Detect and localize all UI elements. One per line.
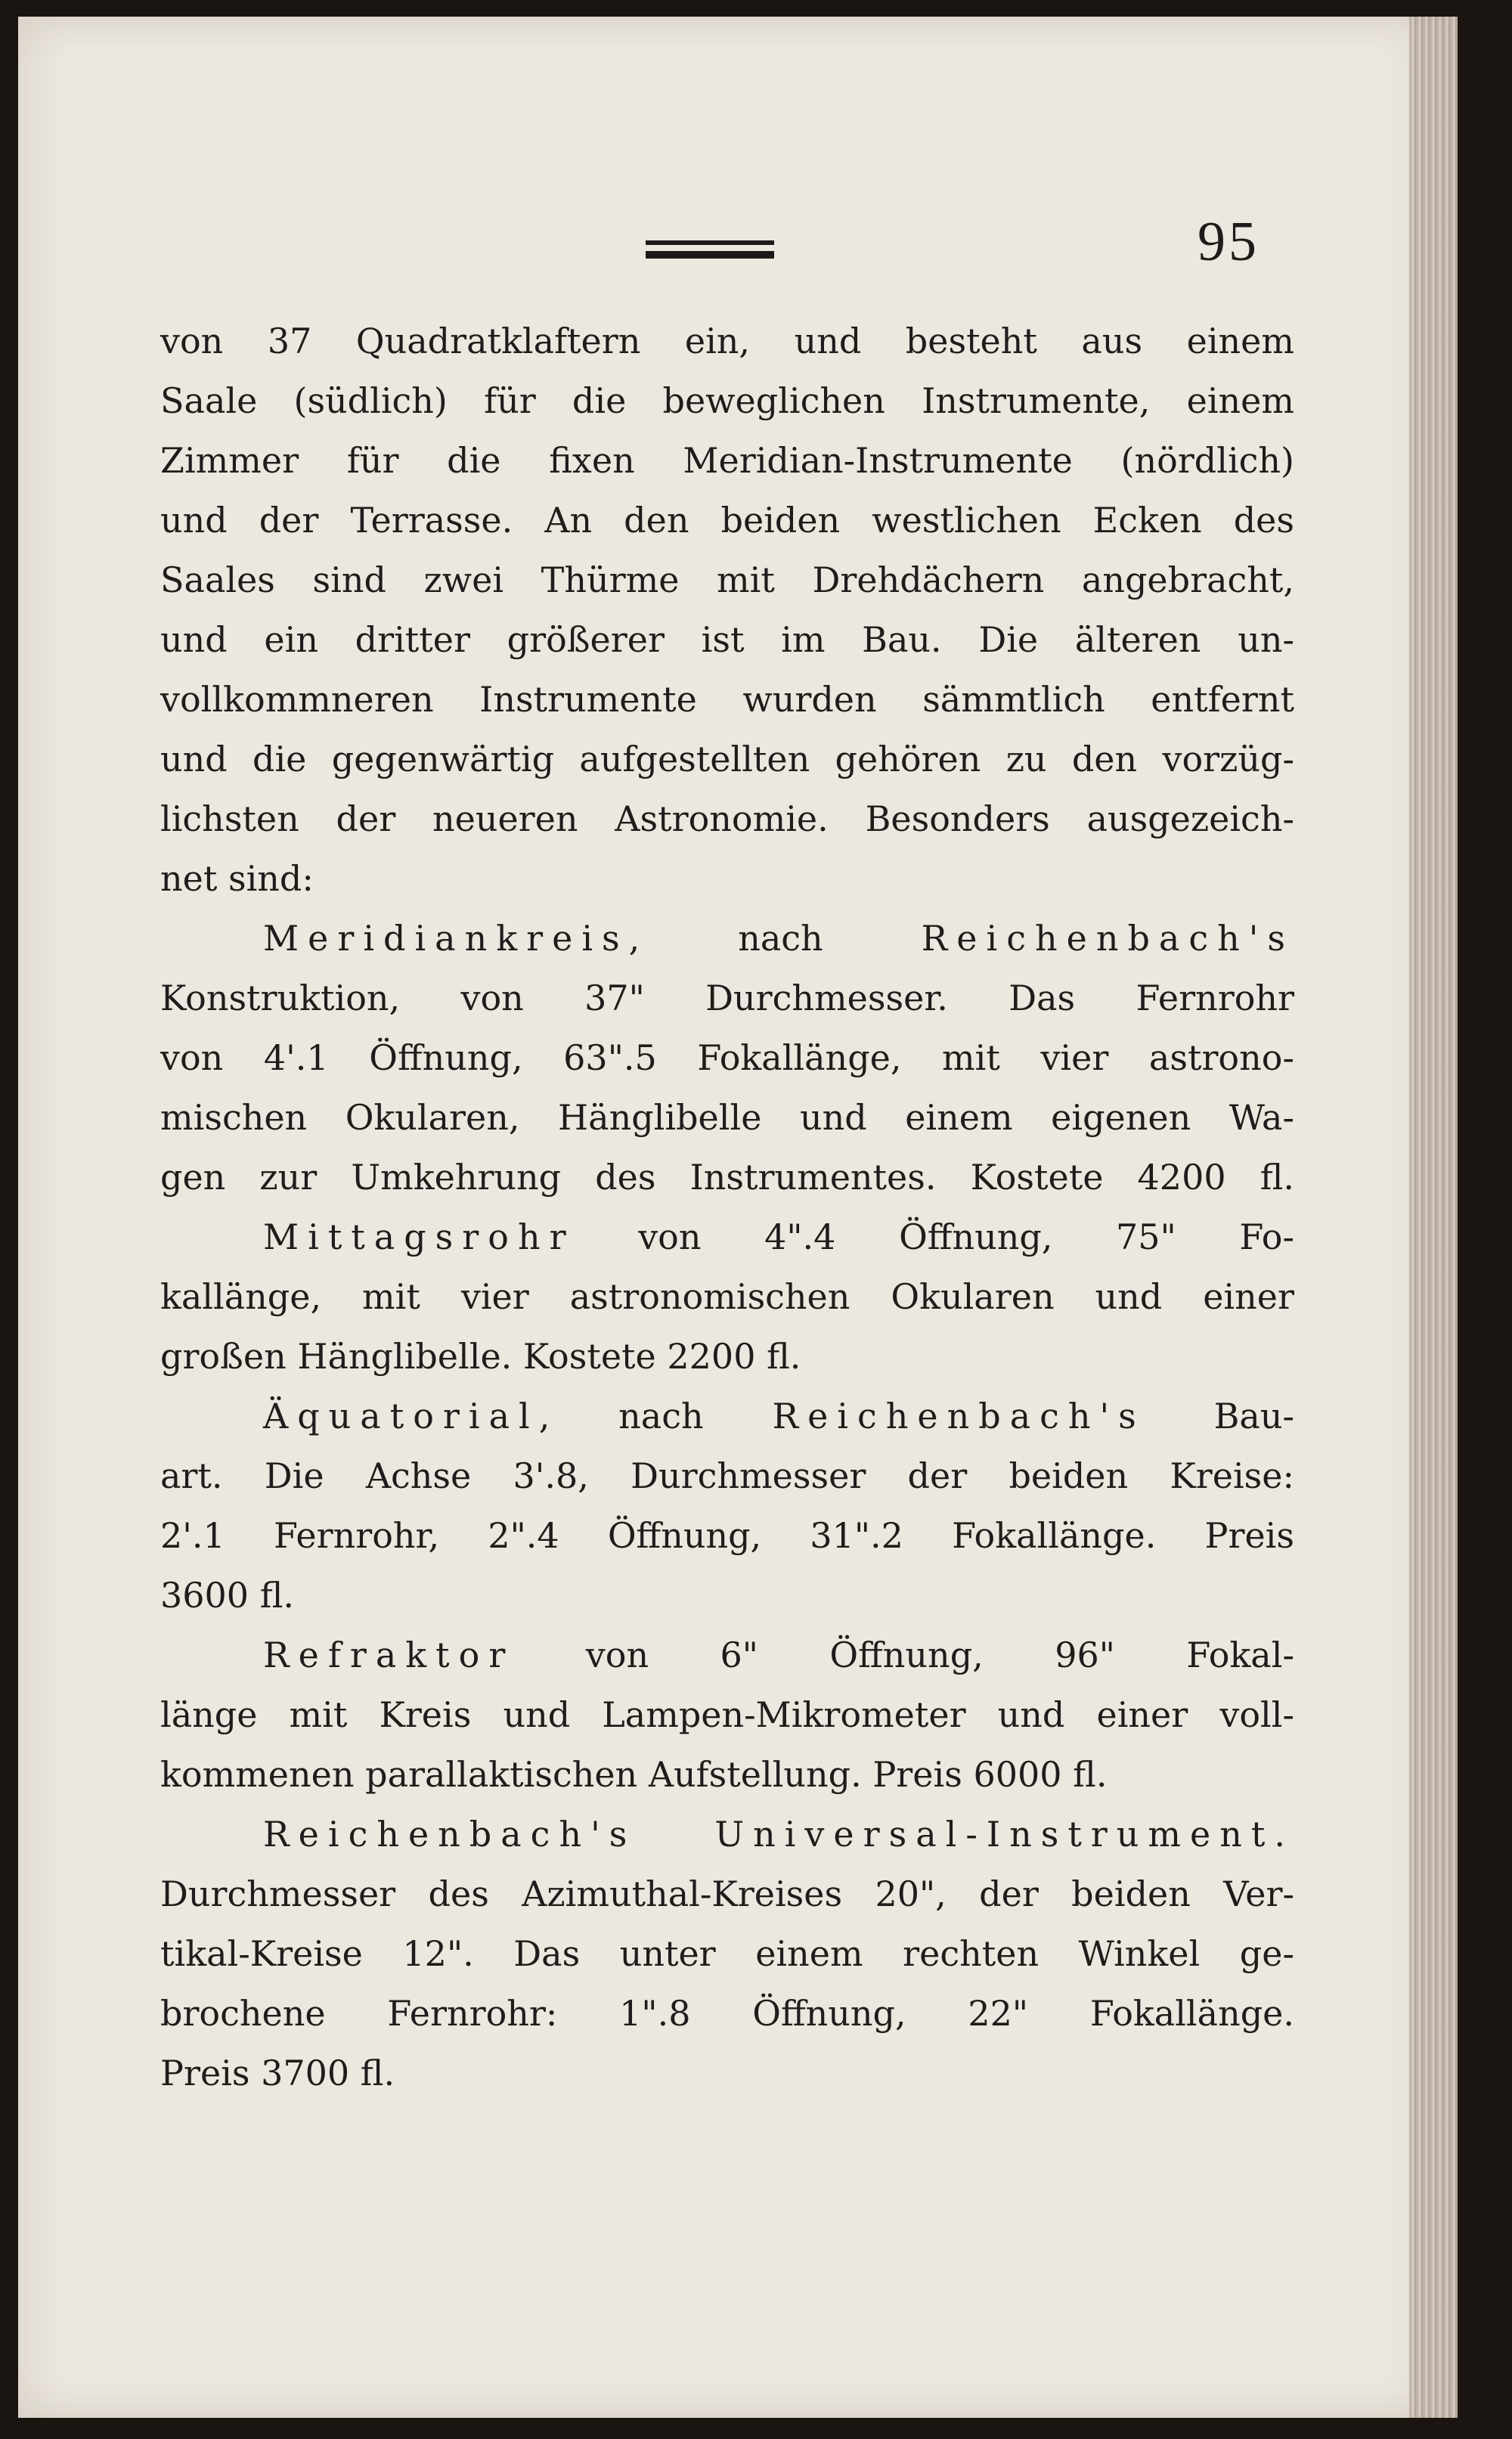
text-line: großen Hänglibelle. Kostete 2200 fl.	[160, 1336, 801, 1377]
text-line: Konstruktion, von 37" Durchmesser. Das Fernrohr	[160, 978, 1294, 1018]
page-edge-stack	[1409, 17, 1458, 2418]
instrument-name: Refraktor	[263, 1635, 515, 1675]
text-line: länge mit Kreis und Lampen-Mikrometer und einer voll-	[160, 1694, 1294, 1735]
maker-name: Reichenbach's	[772, 1396, 1145, 1436]
text-line: von 4'.1 Öffnung, 63".5 Fokallänge, mit vier astrono-	[160, 1037, 1294, 1078]
text-line: von 37 Quadratklaftern ein, und besteht aus einem	[160, 321, 1294, 361]
text-line: kommenen parallaktischen Aufstellung. Preis 6000 fl.	[160, 1754, 1108, 1795]
text-line: kallänge, mit vier astronomischen Okularen und einer	[160, 1276, 1294, 1317]
maker-name: Reichenbach's	[263, 1814, 637, 1855]
entry-text: Bau-	[1145, 1396, 1294, 1436]
entry-text: , nach	[628, 918, 922, 959]
text-line: Preis 3700 fl.	[160, 2053, 395, 2093]
text-line: lichsten der neueren Astronomie. Besonders ausgezeich-	[160, 798, 1294, 839]
text-line: Saales sind zwei Thürme mit Drehdächern angebracht,	[160, 559, 1294, 600]
text-line: net sind:	[160, 858, 314, 899]
instrument-name: Meridiankreis	[263, 918, 629, 959]
text-line: Saale (südlich) für die beweglichen Instrumente, einem	[160, 380, 1294, 421]
entry-heading-line	[160, 909, 1294, 968]
instrument-name: Äquatorial	[263, 1396, 539, 1436]
text-line: Zimmer für die fixen Meridian-Instrumente (nördlich)	[160, 440, 1294, 481]
text-line: und der Terrasse. An den beiden westlichen Ecken des	[160, 500, 1294, 541]
text-line: Durchmesser des Azimuthal-Kreises 20", der beiden Ver-	[160, 1873, 1294, 1914]
entry-heading-line	[160, 1387, 1294, 1446]
entry-heading-line	[160, 1805, 1294, 1864]
instrument-name: Mittagsrohr	[263, 1216, 575, 1257]
text-line: vollkommneren Instrumente wurden sämmtlich entfernt	[160, 679, 1294, 720]
text-line: gen zur Umkehrung des Instrumentes. Kostete 4200 fl.	[160, 1157, 1294, 1198]
text-line: tikal-Kreise 12". Das unter einem rechten Winkel ge-	[160, 1933, 1294, 1974]
entry-text: , nach	[538, 1396, 773, 1436]
text-line: 2'.1 Fernrohr, 2".4 Öffnung, 31".2 Fokallänge. Preis	[160, 1515, 1294, 1556]
instrument-name: Universal-Instrument.	[714, 1814, 1294, 1855]
entry-heading-line	[160, 1625, 1294, 1685]
page-number: 95	[1198, 211, 1259, 273]
entry-text: von 6" Öffnung, 96" Fokal-	[514, 1635, 1294, 1675]
entry-text: von 4".4 Öffnung, 75" Fo-	[575, 1216, 1294, 1257]
header-rule	[646, 240, 774, 259]
text-line: und die gegenwärtig aufgestellten gehören zu den vorzüg-	[160, 739, 1294, 779]
text-line: und ein dritter größerer ist im Bau. Die älteren un-	[160, 619, 1294, 660]
book-page	[18, 17, 1458, 2418]
text-line: brochene Fernrohr: 1".8 Öffnung, 22" Fokallänge.	[160, 1993, 1294, 2034]
text-line: 3600 fl.	[160, 1575, 294, 1616]
text-line: mischen Okularen, Hänglibelle und einem eigenen Wa-	[160, 1097, 1294, 1138]
text-line: art. Die Achse 3'.8, Durchmesser der beiden Kreise:	[160, 1455, 1294, 1496]
maker-name: Reichenbach's	[921, 918, 1294, 959]
entry-heading-line	[160, 1207, 1294, 1267]
body-text	[160, 311, 1294, 2103]
